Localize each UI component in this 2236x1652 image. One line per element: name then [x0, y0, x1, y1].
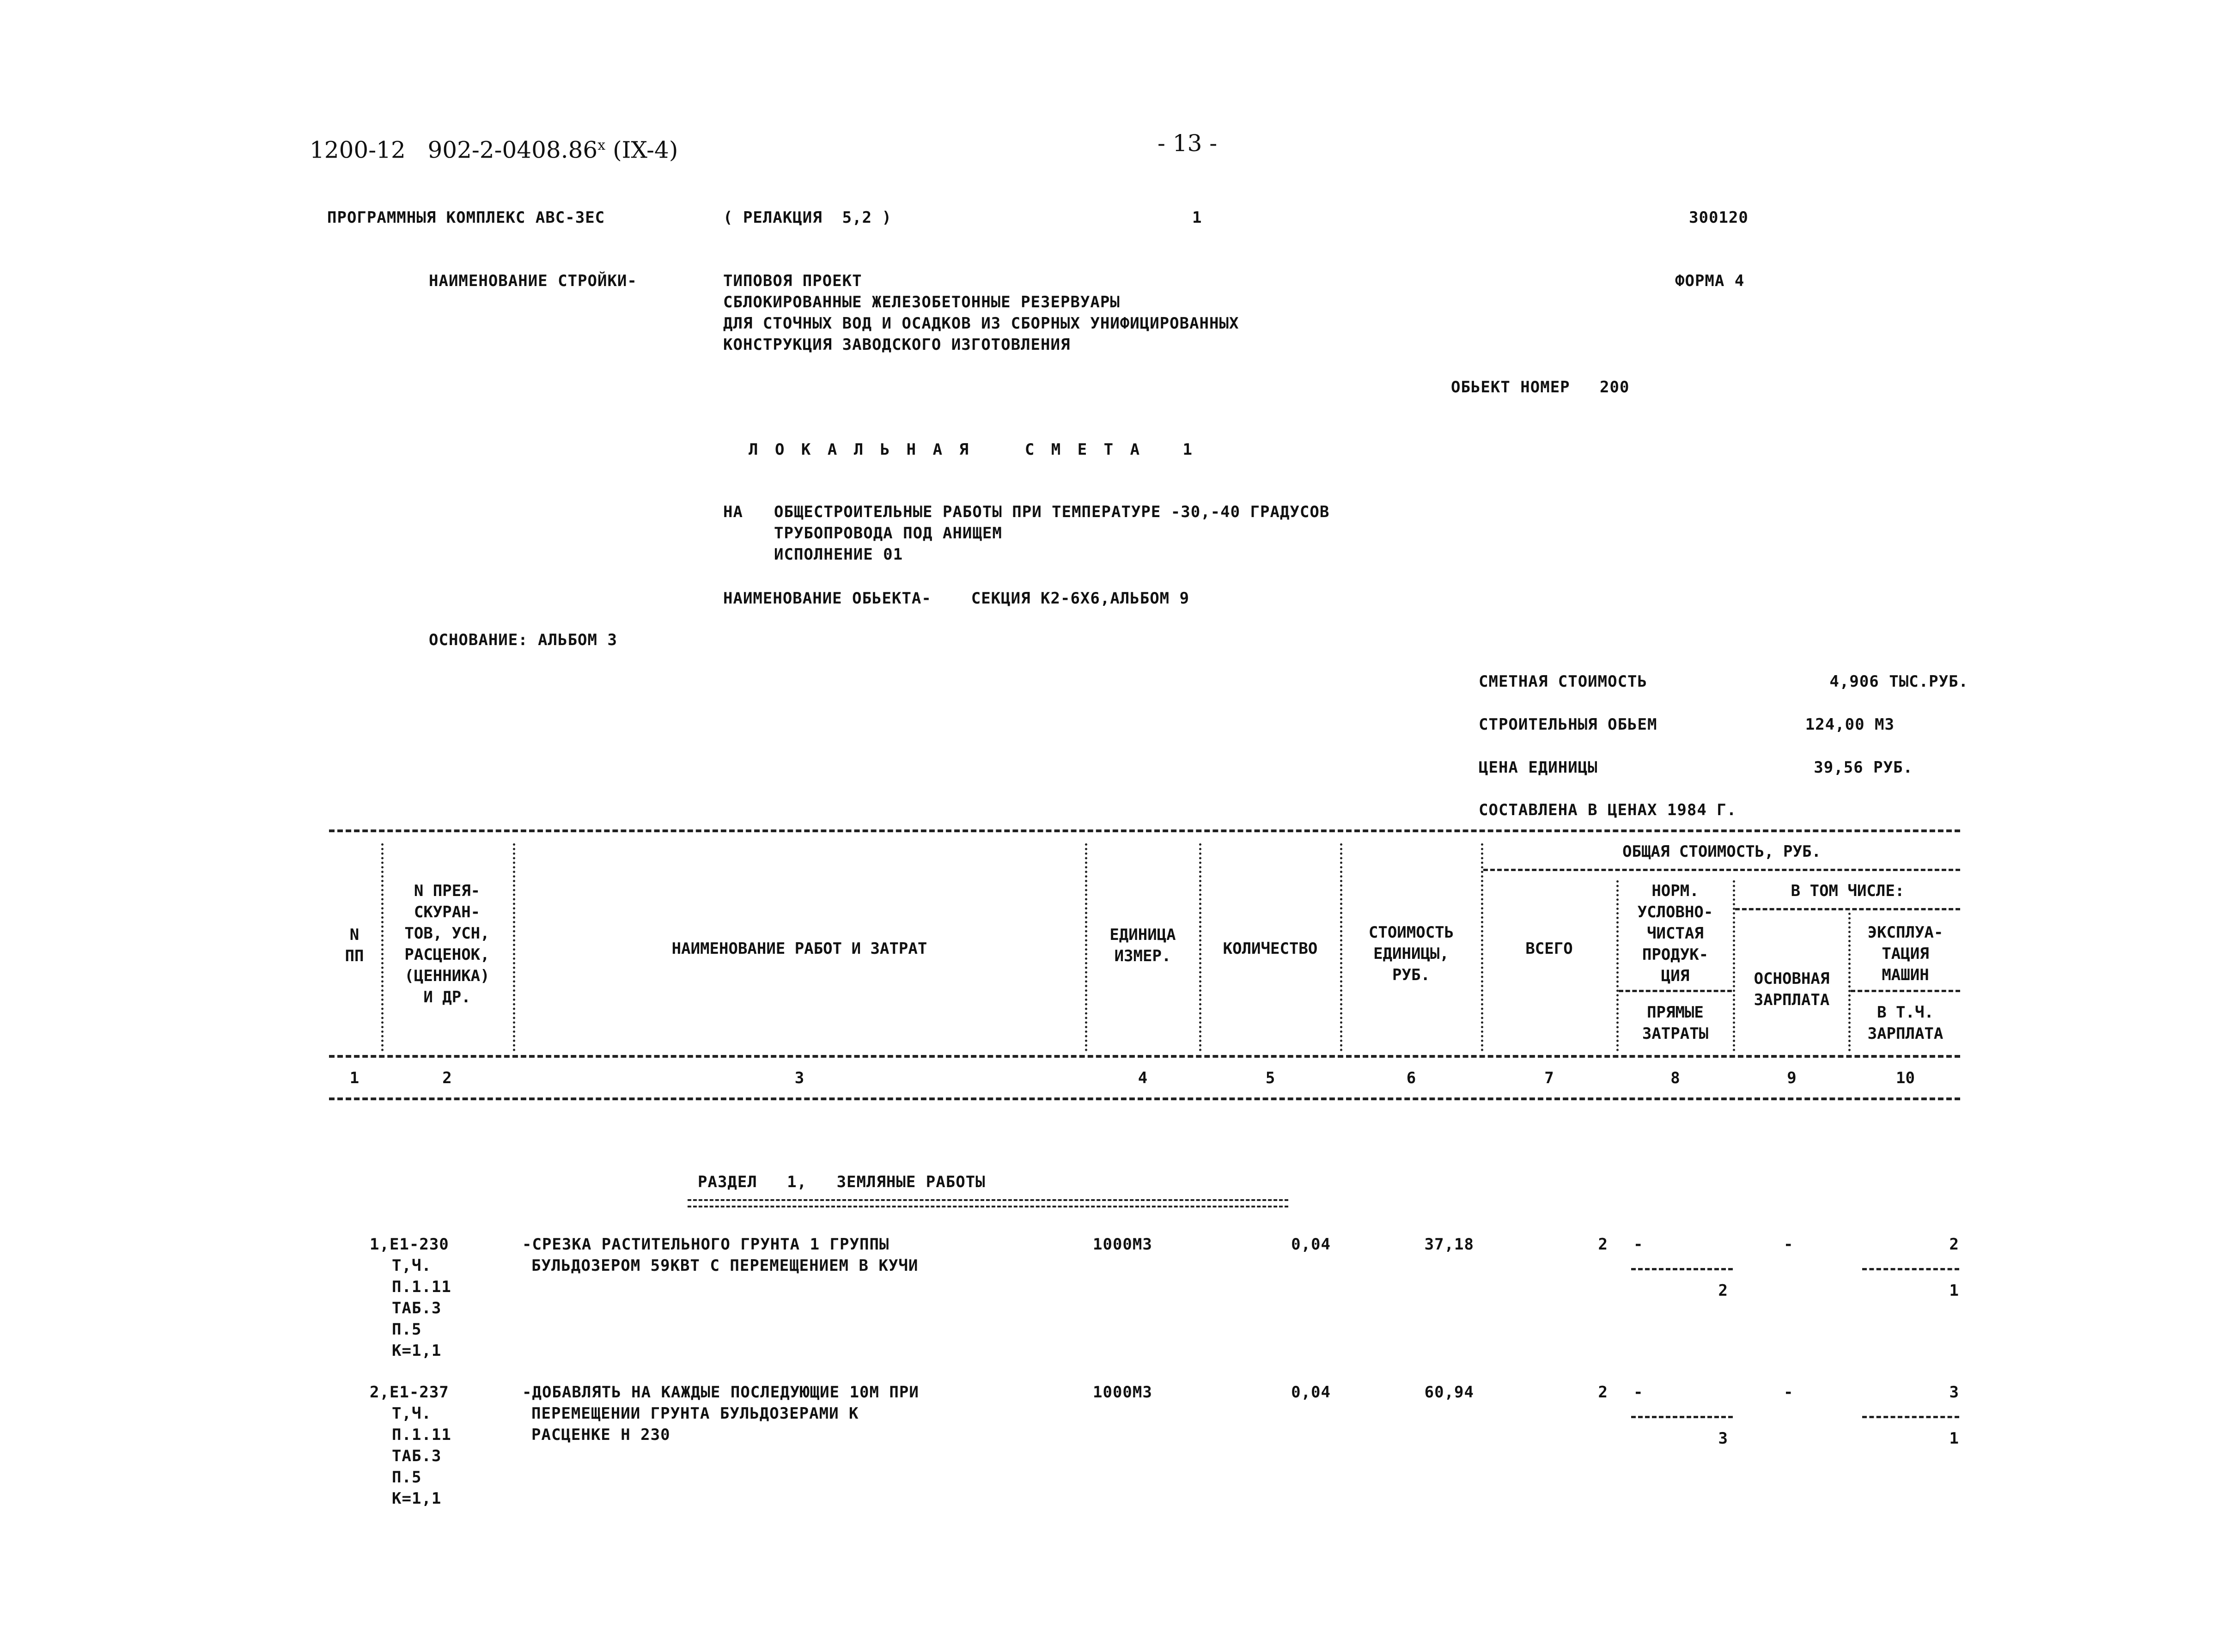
document-code [310, 132, 678, 164]
document-code-main: 1200-12 902-2-0408.86 [310, 136, 598, 164]
summary-value-cost: 4,906 ТЫС.РУБ. [1829, 672, 1968, 691]
row-2-name-2: ПЕРЕМЕЩЕНИИ ГРУНТА БУЛЬДОЗЕРАМИ К [531, 1404, 859, 1423]
row-1-qty: 0,04 [1291, 1235, 1331, 1254]
table-top-rule [329, 829, 1960, 832]
header-num: N ПП [345, 926, 364, 965]
header-group-total: ОБЩАЯ СТОИМОСТЬ, РУБ. [1622, 842, 1821, 861]
construction-line-3: ДЛЯ СТОЧНЫХ ВОД И ОСАДКОВ ИЗ СБОРНЫХ УНИФИЦИРОВАННЫХ [723, 314, 1239, 333]
row-1-unit: 1000М3 [1093, 1235, 1152, 1254]
col-numbers-bottom-rule [329, 1097, 1960, 1100]
header-bottom-rule [329, 1055, 1960, 1058]
summary-label-cost: СМЕТНАЯ СТОИМОСТЬ [1479, 672, 1647, 691]
row-2-total: 2 [1598, 1383, 1608, 1402]
subject-prefix: НА [723, 503, 743, 521]
row-2-code-6: К=1,1 [392, 1489, 442, 1508]
header-name: НАИМЕНОВАНИЕ РАБОТ И ЗАТРАТ [671, 939, 927, 958]
row-2-wage: - [1784, 1383, 1794, 1402]
row-2-unit-cost: 60,94 [1424, 1383, 1474, 1402]
construction-line-2: СБЛОКИРОВАННЫЕ ЖЕЛЕЗОБЕТОННЫЕ РЕЗЕРВУАРЫ [723, 293, 1120, 311]
section-title: РАЗДЕЛ 1, ЗЕМЛЯНЫЕ РАБОТЫ [698, 1173, 986, 1191]
row-1-total: 2 [1598, 1235, 1608, 1254]
col-number-2: 2 [442, 1069, 452, 1087]
row-2-unit: 1000М3 [1093, 1383, 1152, 1402]
col-number-5: 5 [1265, 1069, 1275, 1087]
header-machines: ЭКСПЛУА- ТАЦИЯ МАШИН [1867, 923, 1944, 984]
subject-line-2: ТРУБОПРОВОДА ПОД АНИЩЕМ [774, 524, 1002, 543]
row-2-code-1: 2,Е1-237 [370, 1383, 449, 1402]
col-number-9: 9 [1787, 1069, 1797, 1087]
row-1-machines-wage: 1 [1949, 1281, 1959, 1300]
program-code: 300120 [1689, 208, 1749, 227]
object-name: НАИМЕНОВАНИЕ ОБЬЕКТА- СЕКЦИЯ К2-6Х6,АЛЬБОМ 9 [723, 589, 1190, 608]
program-number: 1 [1192, 208, 1202, 227]
col-sep-8 [1733, 880, 1735, 1051]
summary-value-volume: 124,00 МЗ [1805, 715, 1895, 734]
row-2-name-1: -ДОБАВЛЯТЬ НА КАЖДЫЕ ПОСЛЕДУЮЩИЕ 10М ПРИ [522, 1383, 919, 1402]
summary-value-unit-price: 39,56 РУБ. [1814, 758, 1913, 777]
summary-label-unit-price: ЦЕНА ЕДИНИЦЫ [1479, 758, 1598, 777]
row-2-code-4: ТАБ.3 [392, 1447, 442, 1465]
row-1-code-3: П.1.11 [392, 1278, 451, 1296]
header-code: N ПРЕЯ- СКУРАН- ТОВ, УСН, РАСЦЕНОК, (ЦЕННИКА) И ДР. [404, 882, 490, 1006]
row-2-machines: 3 [1949, 1383, 1959, 1402]
row-1-machines: 2 [1949, 1235, 1959, 1254]
row-2-norm: - [1633, 1383, 1644, 1402]
row-1-code-6: К=1,1 [392, 1341, 442, 1360]
subject-line-3: ИСПОЛНЕНИЕ 01 [774, 545, 903, 564]
row-1-norm-rule [1631, 1268, 1733, 1270]
col-number-8: 8 [1670, 1069, 1680, 1087]
row-2-name-3: РАСЦЕНКЕ Н 230 [531, 1426, 670, 1444]
estimate-title: Л О К А Л Ь Н А Я С М Е Т А 1 [749, 440, 1196, 459]
row-2-norm-rule [1631, 1416, 1733, 1418]
row-2-code-5: П.5 [392, 1468, 422, 1487]
col-number-4: 4 [1138, 1069, 1148, 1087]
construction-line-4: КОНСТРУКЦИЯ ЗАВОДСКОГО ИЗГОТОВЛЕНИЯ [723, 335, 1071, 354]
prices-note: СОСТАВЛЕНА В ЦЕНАХ 1984 Г. [1479, 801, 1737, 819]
summary-label-volume: СТРОИТЕЛЬНЫЯ ОБЬЕМ [1479, 715, 1657, 734]
row-1-machines-rule [1862, 1268, 1959, 1270]
construction-line-1: ТИПОВОЯ ПРОЕКТ [723, 272, 862, 290]
subject-line-1: ОБЩЕСТРОИТЕЛЬНЫЕ РАБОТЫ ПРИ ТЕМПЕРАТУРЕ -30,-40 ГРАДУСОВ [774, 503, 1330, 521]
row-1-code-5: П.5 [392, 1320, 422, 1339]
header-norm: НОРМ. УСЛОВНО- ЧИСТАЯ ПРОДУК- ЦИЯ [1637, 882, 1713, 985]
basis: ОСНОВАНИЕ: АЛЬБОМ 3 [429, 631, 617, 649]
object-number: ОБЬЕКТ НОМЕР 200 [1451, 378, 1630, 396]
row-1-wage: - [1784, 1235, 1794, 1254]
col-number-10: 10 [1896, 1069, 1915, 1087]
row-1-code-1: 1,Е1-230 [370, 1235, 449, 1254]
header-unit-cost: СТОИМОСТЬ ЕДИНИЦЫ, РУБ. [1368, 923, 1454, 984]
program-complex: ПРОГРАММНЫЯ КОМПЛЕКС АВС-ЗЕС [327, 208, 605, 227]
row-2-qty: 0,04 [1291, 1383, 1331, 1402]
section-underline [688, 1199, 1288, 1207]
header-incl: В ТОМ ЧИСЛЕ: [1791, 882, 1905, 900]
row-1-code-2: Т,Ч. [392, 1256, 432, 1275]
row-2-machines-wage: 1 [1949, 1429, 1959, 1448]
col-number-1: 1 [349, 1069, 359, 1087]
document-code-superscript: х [597, 137, 606, 153]
row-1-direct: 2 [1718, 1281, 1728, 1300]
form-label: ФОРМА 4 [1675, 272, 1745, 290]
header-unit: ЕДИНИЦА ИЗМЕР. [1109, 926, 1176, 965]
row-1-norm: - [1633, 1235, 1644, 1254]
document-code-tail: (IX-4) [605, 136, 678, 164]
col-number-3: 3 [794, 1069, 804, 1087]
header-direct: ПРЯМЫЕ ЗАТРАТЫ [1642, 1003, 1709, 1043]
construction-label: НАИМЕНОВАНИЕ СТРОЙКИ- [429, 272, 637, 290]
header-total: ВСЕГО [1525, 939, 1573, 958]
header-qty: КОЛИЧЕСТВО [1223, 939, 1318, 958]
header-wage: ОСНОВНАЯ ЗАРПЛАТА [1754, 969, 1830, 1009]
row-1-name-2: БУЛЬДОЗЕРОМ 59КВТ С ПЕРЕМЕЩЕНИЕМ В КУЧИ [531, 1256, 919, 1275]
row-2-direct: 3 [1718, 1429, 1728, 1448]
norm-rule [1619, 990, 1732, 992]
page-number: - 13 - [1158, 130, 1218, 157]
group-rule [1483, 869, 1960, 871]
row-1-unit-cost: 37,18 [1424, 1235, 1474, 1254]
incl-rule [1735, 908, 1960, 910]
row-1-code-4: ТАБ.3 [392, 1299, 442, 1317]
row-2-code-3: П.1.11 [392, 1426, 451, 1444]
col-number-6: 6 [1406, 1069, 1416, 1087]
row-2-machines-rule [1862, 1416, 1959, 1418]
col-number-7: 7 [1544, 1069, 1554, 1087]
header-machines-wage: В Т.Ч. ЗАРПЛАТА [1867, 1003, 1944, 1043]
program-edition: ( РЕЛАКЦИЯ 5,2 ) [723, 208, 892, 227]
row-2-code-2: Т,Ч. [392, 1404, 432, 1423]
row-1-name-1: -СРЕЗКА РАСТИТЕЛЬНОГО ГРУНТА 1 ГРУППЫ [522, 1235, 890, 1254]
machines-rule [1851, 990, 1960, 992]
